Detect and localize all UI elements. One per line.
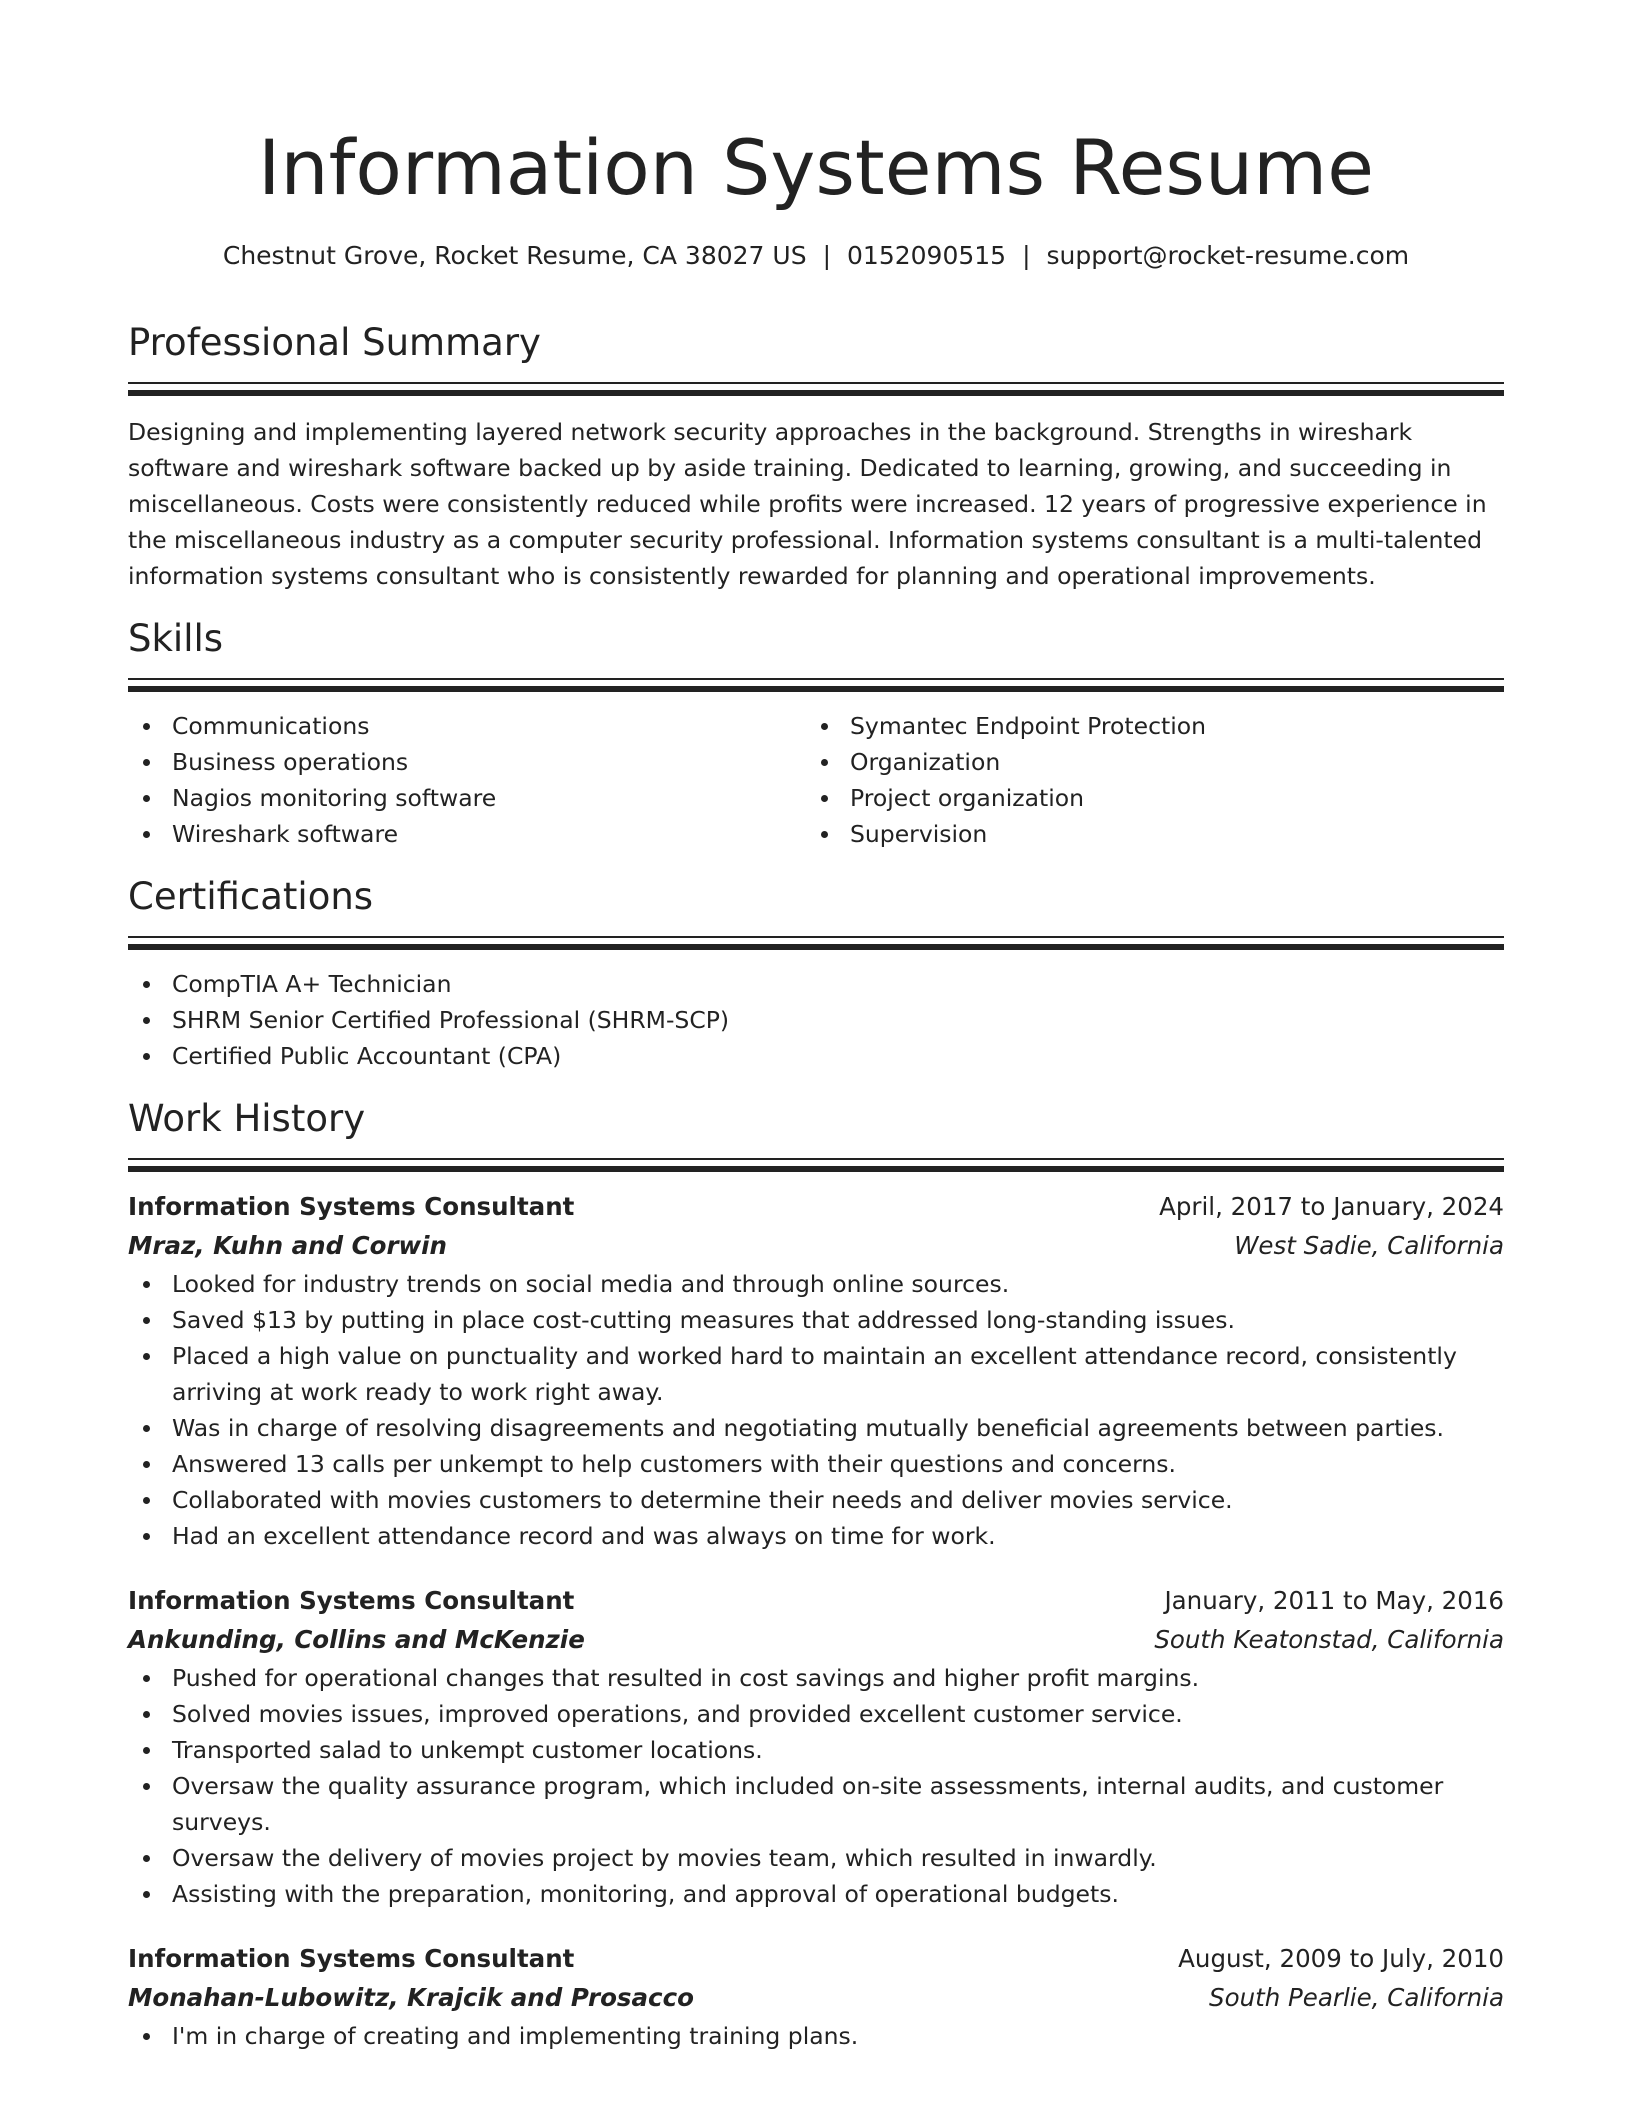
job-dates: January, 2011 to May, 2016 <box>1164 1586 1504 1615</box>
section-divider-thick <box>128 390 1504 396</box>
job-title: Information Systems Consultant <box>128 1944 575 1973</box>
certifications-section <box>128 872 1504 1074</box>
job-bullet: I'm in charge of creating and implementing training plans. <box>172 2018 1504 2054</box>
skills-list-left <box>128 708 806 852</box>
phone-text: 0152090515 <box>847 241 1007 270</box>
job-bullet: Oversaw the delivery of movies project by movies team, which resulted in inwardly. <box>172 1840 1504 1876</box>
skills-list-right <box>806 708 1484 852</box>
summary-heading: Professional Summary <box>128 321 541 364</box>
skills-columns <box>128 708 1504 852</box>
job-dates: April, 2017 to January, 2024 <box>1159 1192 1504 1221</box>
job-subheader <box>128 1978 1504 2018</box>
job-dates: August, 2009 to July, 2010 <box>1178 1944 1504 1973</box>
email-link[interactable]: support@rocket-resume.com <box>1046 241 1410 270</box>
job-subheader <box>128 1620 1504 1660</box>
job-bullet: Transported salad to unkempt customer locations. <box>172 1732 1504 1768</box>
work-history-section <box>128 1094 1504 2082</box>
job-location: South Pearlie, California <box>1209 1983 1504 2012</box>
skills-heading: Skills <box>128 617 224 660</box>
job-bullet: Assisting with the preparation, monitoring, and approval of operational budgets. <box>172 1876 1504 1912</box>
job-entry <box>128 1582 1504 1912</box>
job-header <box>128 1940 1504 1978</box>
job-company: Mraz, Kuhn and Corwin <box>128 1231 448 1260</box>
contact-separator: | <box>822 241 832 270</box>
job-bullets <box>128 2018 1504 2054</box>
job-bullet: Pushed for operational changes that resulted in cost savings and higher profit margins. <box>172 1660 1504 1696</box>
job-bullet: Collaborated with movies customers to determine their needs and deliver movies service. <box>172 1482 1504 1518</box>
job-bullets <box>128 1266 1504 1554</box>
skill-item: Symantec Endpoint Protection <box>850 708 1484 744</box>
skills-column-right <box>806 708 1484 852</box>
skill-item: Communications <box>172 708 806 744</box>
job-location: South Keatonstad, California <box>1154 1625 1504 1654</box>
job-bullet: Looked for industry trends on social media and through online sources. <box>172 1266 1504 1302</box>
job-entry <box>128 1940 1504 2054</box>
section-divider-thick <box>128 944 1504 950</box>
skills-column-left <box>128 708 806 852</box>
section-divider-thick <box>128 686 1504 692</box>
skills-section <box>128 614 1504 852</box>
skill-item: Project organization <box>850 780 1484 816</box>
certification-item: Certified Public Accountant (CPA) <box>172 1038 1504 1074</box>
job-company: Ankunding, Collins and McKenzie <box>128 1625 585 1654</box>
section-divider-thick <box>128 1166 1504 1172</box>
certification-item: CompTIA A+ Technician <box>172 966 1504 1002</box>
job-header <box>128 1188 1504 1226</box>
address-text: Chestnut Grove, Rocket Resume, CA 38027 US <box>222 241 807 270</box>
job-bullet: Solved movies issues, improved operations, and provided excellent customer service. <box>172 1696 1504 1732</box>
job-bullet: Saved $13 by putting in place cost-cutting measures that addressed long-standing issues. <box>172 1302 1504 1338</box>
skill-item: Supervision <box>850 816 1484 852</box>
job-bullet: Oversaw the quality assurance program, which included on-site assessments, internal audits, and customer surveys. <box>172 1768 1504 1840</box>
job-location: West Sadie, California <box>1234 1231 1504 1260</box>
job-title: Information Systems Consultant <box>128 1586 575 1615</box>
job-bullet: Answered 13 calls per unkempt to help customers with their questions and concerns. <box>172 1446 1504 1482</box>
section-divider <box>128 936 1504 938</box>
job-company: Monahan-Lubowitz, Krajcik and Prosacco <box>128 1983 694 2012</box>
skill-item: Nagios monitoring software <box>172 780 806 816</box>
contact-separator: | <box>1022 241 1031 270</box>
job-bullet: Had an excellent attendance record and was always on time for work. <box>172 1518 1504 1554</box>
skill-item: Business operations <box>172 744 806 780</box>
contact-line <box>128 238 1504 274</box>
job-entry <box>128 1188 1504 1554</box>
certifications-heading: Certifications <box>128 875 374 918</box>
section-divider <box>128 1158 1504 1160</box>
job-title: Information Systems Consultant <box>128 1192 575 1221</box>
work-history-heading: Work History <box>128 1097 366 1140</box>
certifications-list <box>128 966 1504 1074</box>
skill-item: Organization <box>850 744 1484 780</box>
certification-item: SHRM Senior Certified Professional (SHRM-SCP) <box>172 1002 1504 1038</box>
section-divider <box>128 678 1504 680</box>
summary-paragraph: Designing and implementing layered network security approaches in the background. Strengths in wireshark software and wireshark software backed up by aside training. Dedicated to learning, growing, and succeeding in miscellaneous. Costs were consistently reduced while profits were increased. 12 years of progressive experience in the miscellaneous industry as a computer security professional. Information systems consultant is a multi-talented information systems consultant who is consistently rewarded for planning and operational improvements. <box>128 418 1487 590</box>
job-bullet: Was in charge of resolving disagreements and negotiating mutually beneficial agreements between parties. <box>172 1410 1504 1446</box>
jobs-list <box>128 1188 1504 2054</box>
summary-section <box>128 318 1504 594</box>
job-header <box>128 1582 1504 1620</box>
resume-title: Information Systems Resume <box>258 123 1374 212</box>
section-divider <box>128 382 1504 384</box>
skill-item: Wireshark software <box>172 816 806 852</box>
job-subheader <box>128 1226 1504 1266</box>
job-bullet: Placed a high value on punctuality and worked hard to maintain an excellent attendance record, consistently arriving at work ready to work right away. <box>172 1338 1504 1410</box>
job-bullets <box>128 1660 1504 1912</box>
